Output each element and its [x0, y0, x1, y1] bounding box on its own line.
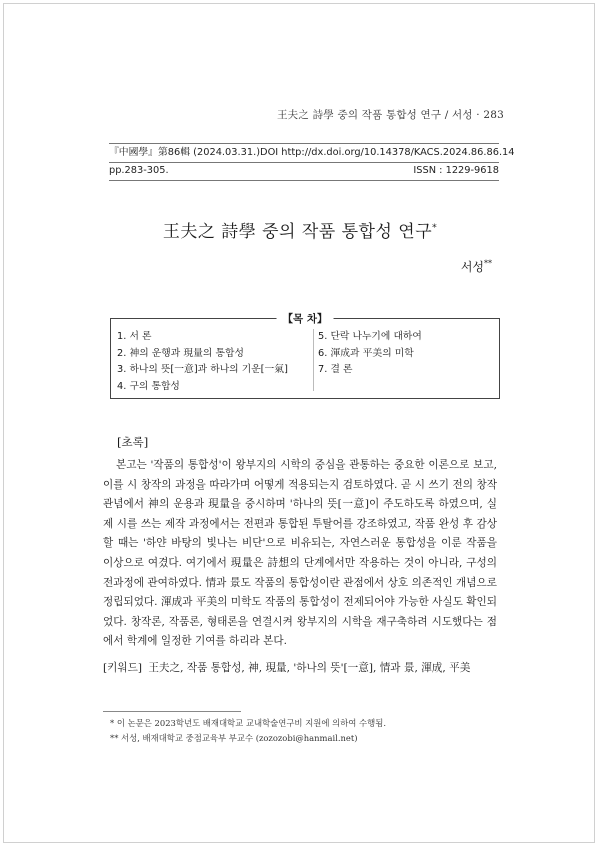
paper-title — [0, 217, 600, 242]
toc-item: 7. 결 론 — [318, 364, 353, 375]
toc-right-column — [313, 329, 498, 391]
toc-item: 3. 하나의 뜻[一意]과 하나의 기운[一氣] — [117, 364, 288, 375]
table-of-contents — [110, 313, 500, 399]
running-head: 王夫之 詩學 중의 작품 통합성 연구 / 서성 · 283 — [276, 109, 504, 121]
keywords-label: [키워드] — [103, 662, 142, 674]
title-text: 王夫之 詩學 중의 작품 통합성 연구 — [162, 222, 433, 242]
keywords-text: 王夫之, 작품 통합성, 神, 現量, '하나의 뜻'[一意], 情과 景, 渾成, 平美 — [148, 662, 471, 674]
issn: ISSN : 1229-9618 — [413, 165, 499, 176]
toc-heading: 【목 차】 — [277, 311, 334, 326]
toc-item: 4. 구의 통합성 — [117, 380, 180, 392]
journal-date: (2024.03.31.) — [193, 147, 261, 158]
journal-name: 『中國學』第86輯 — [109, 147, 191, 158]
footnote-funding: * 이 논문은 2023학년도 배재대학교 교내학술연구비 지원에 의하여 수행됨. — [110, 718, 386, 728]
toc-item: 6. 渾成과 平美의 미학 — [318, 347, 414, 359]
journal-info — [109, 145, 260, 160]
author-name: 서성 — [460, 260, 484, 274]
title-footnote-mark: * — [432, 223, 438, 234]
doi-link[interactable]: DOI http://dx.doi.org/10.14378/KACS.2024.86.86.14 — [260, 147, 515, 158]
toc-item: 5. 단락 나누기에 대하여 — [318, 331, 422, 342]
keywords — [103, 660, 503, 675]
footnotes — [110, 716, 386, 746]
footnote-author: ** 서성, 배재대학교 중점교육부 부교수 (zozozobi@hanmail.net) — [110, 733, 358, 743]
toc-left-column — [117, 329, 307, 395]
page-range: pp.283-305. — [109, 165, 169, 176]
footnote-divider — [103, 711, 241, 712]
abstract-label: [초록] — [117, 435, 149, 449]
abstract-text: 본고는 '작품의 통합성'이 왕부지의 시학의 중심을 관통하는 중요한 이론으로 보고, 이를 시 창작의 과정을 따라가며 어떻게 적용되는지 검토하였다. 곧 시 쓰기 전의 창작 관념에서 神의 운용과 現量을 중시하며 '하나의 뜻[一意]이 주도하도록 하였으며, 실제 시를 쓰는 제작 과정에서는 전편과 통합된 투탈어를 강조하였고, 작품 완성 후 감상할 때는 '하얀 바탕의 빛나는 비단'으로 비유되는, 자연스러운 통합성을 이룬 작품을 이상으로 여겼다. 여기에서 現量은 詩想의 단계에서만 작용하는 것이 아니라, 구성의 전과정에 관여하였다. 情과 景도 작품의 통합성이란 관점에서 상호 의존적인 개념으로 정립되었다. 渾成과 平美의 미학도 작품의 통합성이 전제되어야 가능한 사실도 확인되었다. 창작론, 작품론, 형태론을 연결시켜 왕부지의 시학을 재구축하려 시도했다는 점에서 학계에 일정한 기여를 하리라 본다. — [103, 459, 497, 648]
author — [461, 258, 492, 275]
author-footnote-mark: ** — [484, 259, 492, 268]
citation-block — [109, 143, 515, 181]
toc-item: 1. 서 론 — [117, 331, 152, 342]
toc-item: 2. 神의 운행과 現量의 통합성 — [117, 347, 244, 359]
